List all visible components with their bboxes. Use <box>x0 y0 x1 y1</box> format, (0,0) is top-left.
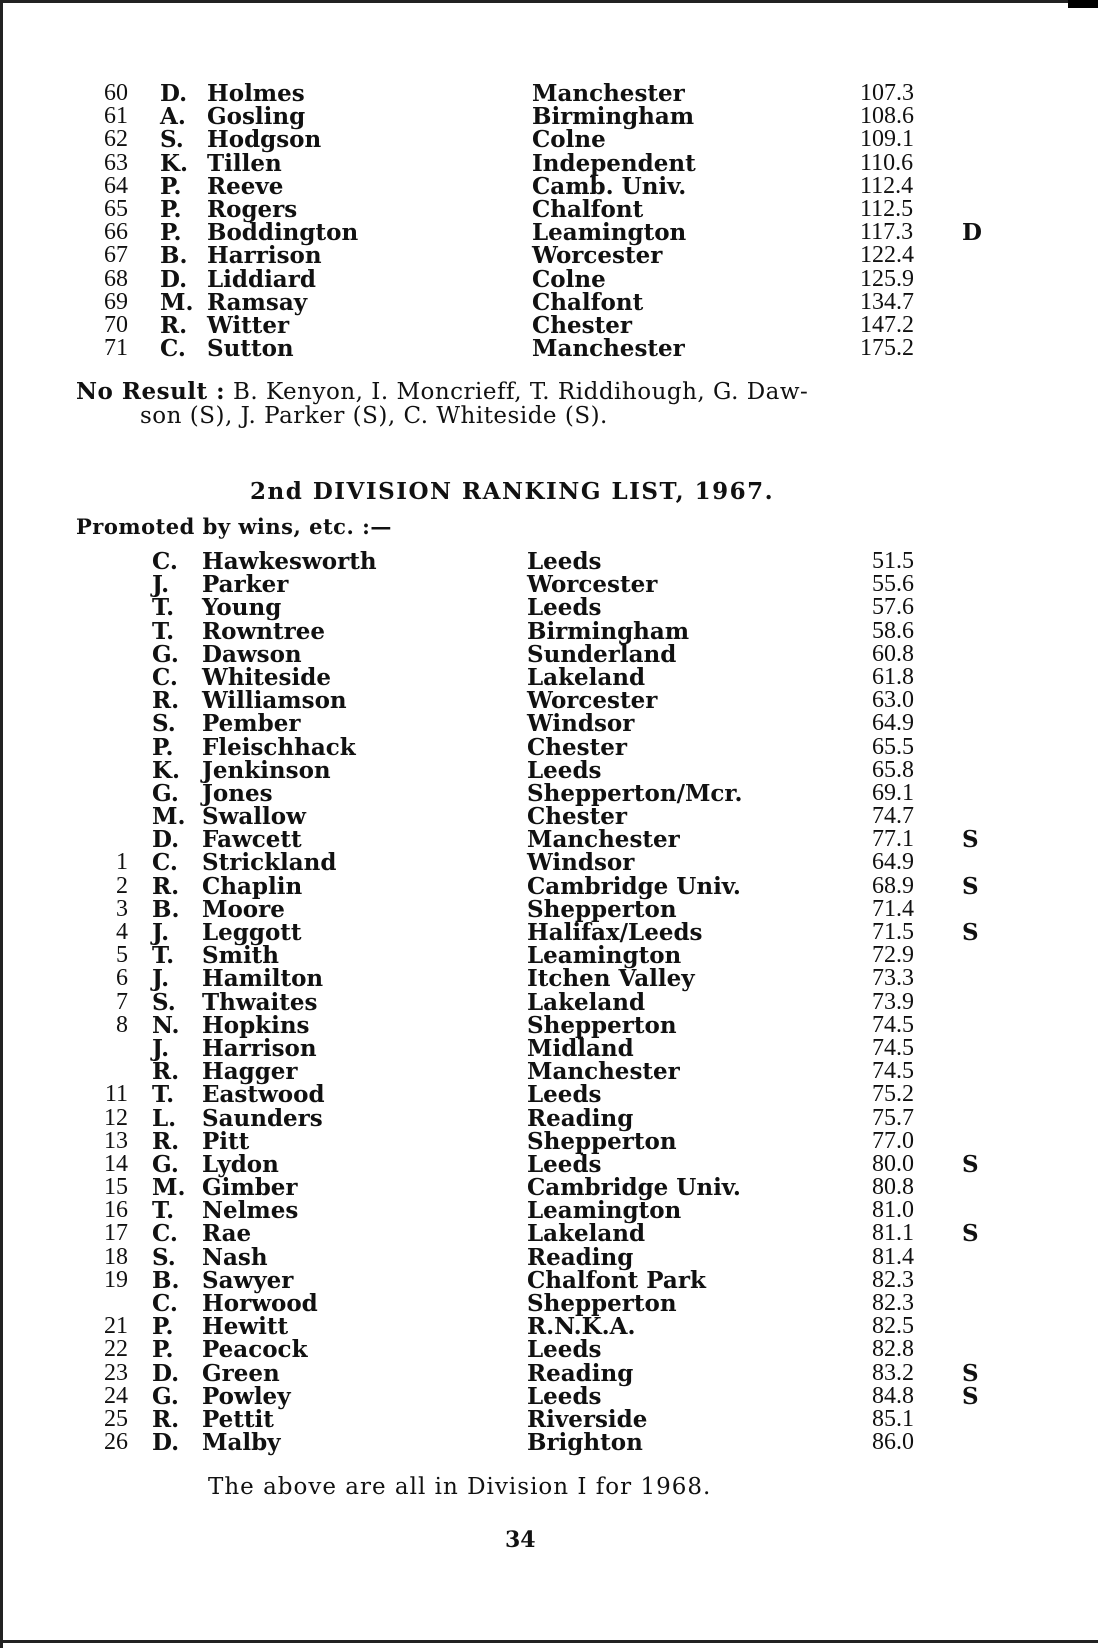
surname: Thwaites <box>202 988 318 1016</box>
score: 61.8 <box>872 663 914 690</box>
surname: Moore <box>202 895 285 923</box>
rank-number: 71 <box>104 335 128 362</box>
initial: C. <box>152 849 178 877</box>
surname: Pember <box>202 710 301 738</box>
rank-number: 5 <box>116 942 128 969</box>
rank-number: 63 <box>104 149 128 176</box>
surname: Sutton <box>207 335 294 363</box>
initial: T. <box>152 1081 175 1109</box>
club: Worcester <box>527 687 658 715</box>
club: Chalfont <box>532 288 644 316</box>
initial: D. <box>152 1429 180 1457</box>
surname: Powley <box>202 1382 291 1410</box>
no-result-note <box>76 380 996 428</box>
footer-note: The above are all in Division I for 1968. <box>208 1474 712 1500</box>
score: 71.5 <box>872 919 914 945</box>
rank-number: 2 <box>116 872 128 899</box>
rank-number: 17 <box>104 1220 128 1247</box>
initial: S. <box>152 1243 176 1271</box>
score: 107.3 <box>860 80 914 106</box>
initial: R. <box>152 687 180 715</box>
score: 122.4 <box>860 242 914 269</box>
score: 82.3 <box>872 1290 914 1316</box>
club: Reading <box>527 1243 634 1271</box>
rank-number: 8 <box>116 1011 128 1038</box>
club: Chester <box>527 733 627 761</box>
surname: Jones <box>202 779 273 807</box>
initial: K. <box>152 756 180 784</box>
initial: A. <box>160 103 186 131</box>
surname: Rowntree <box>202 617 325 645</box>
club: Shepperton/Mcr. <box>527 779 743 807</box>
surname: Green <box>202 1359 280 1387</box>
club: Manchester <box>527 826 680 854</box>
surname: Rae <box>202 1220 252 1248</box>
initial: D. <box>152 826 180 854</box>
initial: G. <box>152 1150 179 1178</box>
rank-number: 13 <box>104 1127 128 1154</box>
mark: S <box>962 919 979 946</box>
rank-number: 70 <box>104 311 128 338</box>
initial: D. <box>152 1359 180 1387</box>
initial: R. <box>152 1405 180 1433</box>
club: Leamington <box>532 219 687 247</box>
score: 74.5 <box>872 1034 914 1061</box>
rank-number: 1 <box>116 849 128 876</box>
initial: G. <box>152 1382 179 1410</box>
surname: Hawkesworth <box>202 548 377 575</box>
score: 64.9 <box>872 710 914 737</box>
initial: L. <box>152 1104 177 1132</box>
rank-number: 67 <box>104 242 128 269</box>
surname: Malby <box>202 1429 281 1457</box>
score: 73.3 <box>872 965 914 992</box>
surname: Nash <box>202 1243 268 1271</box>
rank-number: 18 <box>104 1243 128 1270</box>
score: 57.6 <box>872 594 914 621</box>
club: Leeds <box>527 548 602 575</box>
initial: R. <box>152 1058 180 1086</box>
surname: Gosling <box>207 103 306 131</box>
surname: Whiteside <box>202 663 331 691</box>
surname: Hamilton <box>202 965 324 993</box>
initial: C. <box>152 1220 178 1248</box>
club: Leamington <box>527 942 682 970</box>
no-result-label: No Result : <box>76 378 226 405</box>
score: 109.1 <box>860 126 914 153</box>
score: 80.8 <box>872 1174 914 1201</box>
initial: M. <box>152 803 186 831</box>
rank-number: 69 <box>104 288 128 315</box>
score: 51.5 <box>872 548 914 574</box>
score: 175.2 <box>860 335 914 362</box>
club: R.N.K.A. <box>527 1313 636 1341</box>
mark: S <box>962 872 979 900</box>
surname: Peacock <box>202 1336 308 1364</box>
surname: Williamson <box>202 687 347 715</box>
score: 77.1 <box>872 826 914 853</box>
page-corner-mark <box>1068 0 1098 8</box>
surname: Ramsay <box>207 288 308 316</box>
club: Reading <box>527 1359 634 1387</box>
rank-number: 3 <box>116 895 128 922</box>
rank-number: 23 <box>104 1359 128 1386</box>
rank-number: 7 <box>116 988 128 1015</box>
surname: Boddington <box>207 219 359 247</box>
score: 125.9 <box>860 265 914 292</box>
initial: P. <box>152 1313 174 1341</box>
score: 65.8 <box>872 756 914 783</box>
score: 75.2 <box>872 1081 914 1108</box>
club: Leeds <box>527 1336 602 1364</box>
club: Leeds <box>527 1081 602 1109</box>
rank-number: 24 <box>104 1382 128 1409</box>
initial: J. <box>152 571 170 599</box>
rank-number: 62 <box>104 126 128 153</box>
score: 117.3 <box>860 219 914 246</box>
club: Windsor <box>527 710 635 738</box>
club: Manchester <box>532 335 685 363</box>
rank-number: 60 <box>104 80 128 106</box>
initial: P. <box>160 172 182 200</box>
surname: Hewitt <box>202 1313 289 1341</box>
surname: Rogers <box>207 195 298 223</box>
club: Camb. Univ. <box>532 172 687 200</box>
initial: T. <box>152 594 175 622</box>
rank-number: 21 <box>104 1313 128 1340</box>
club: Leamington <box>527 1197 682 1225</box>
initial: T. <box>152 1197 175 1225</box>
club: Windsor <box>527 849 635 877</box>
rank-number: 26 <box>104 1429 128 1456</box>
score: 86.0 <box>872 1429 914 1456</box>
initial: M. <box>160 288 194 316</box>
club: Shepperton <box>527 1290 677 1317</box>
score: 82.3 <box>872 1266 914 1293</box>
club: Birmingham <box>527 617 690 645</box>
mark: S <box>962 1382 979 1410</box>
rank-number: 15 <box>104 1174 128 1201</box>
no-result-names-2: son (S), J. Parker (S), C. Whiteside (S). <box>140 403 608 429</box>
club: Lakeland <box>527 988 646 1016</box>
surname: Fleischhack <box>202 733 356 761</box>
surname: Eastwood <box>202 1081 325 1109</box>
rank-number: 14 <box>104 1150 128 1177</box>
club: Itchen Valley <box>527 965 695 993</box>
surname: Young <box>202 594 282 622</box>
initial: B. <box>152 1266 180 1294</box>
score: 68.9 <box>872 872 914 899</box>
rank-number: 11 <box>104 1081 128 1108</box>
rank-number: 22 <box>104 1336 128 1363</box>
club: Lakeland <box>527 663 646 691</box>
surname: Hodgson <box>207 126 322 154</box>
score: 55.6 <box>872 571 914 598</box>
initial: D. <box>160 80 188 107</box>
score: 84.8 <box>872 1382 914 1409</box>
initial: P. <box>160 219 182 247</box>
score: 81.0 <box>872 1197 914 1224</box>
initial: P. <box>152 1336 174 1364</box>
surname: Reeve <box>207 172 284 200</box>
club: Riverside <box>527 1405 648 1433</box>
rank-number: 66 <box>104 219 128 246</box>
club: Sunderland <box>527 640 677 668</box>
score: 74.5 <box>872 1058 914 1085</box>
surname: Fawcett <box>202 826 302 854</box>
club: Manchester <box>527 1058 680 1086</box>
initial: R. <box>152 1127 180 1155</box>
surname: Nelmes <box>202 1197 299 1225</box>
club: Colne <box>532 265 606 293</box>
club: Lakeland <box>527 1220 646 1248</box>
surname: Smith <box>202 942 280 970</box>
surname: Holmes <box>207 80 305 107</box>
score: 134.7 <box>860 288 914 315</box>
club: Chester <box>527 803 627 831</box>
initial: T. <box>152 617 175 645</box>
rank-number: 64 <box>104 172 128 199</box>
score: 74.5 <box>872 1011 914 1038</box>
club: Shepperton <box>527 1011 677 1039</box>
promoted-label: Promoted by wins, etc. :— <box>76 514 392 539</box>
score: 58.6 <box>872 617 914 644</box>
score: 83.2 <box>872 1359 914 1386</box>
initial: C. <box>152 548 178 575</box>
score: 80.0 <box>872 1150 914 1177</box>
rank-number: 16 <box>104 1197 128 1224</box>
surname: Harrison <box>207 242 322 270</box>
score: 74.7 <box>872 803 914 830</box>
score: 77.0 <box>872 1127 914 1154</box>
section-heading: 2nd DIVISION RANKING LIST, 1967. <box>250 478 775 505</box>
surname: Jenkinson <box>202 756 331 784</box>
initial: P. <box>152 733 174 761</box>
mark: D <box>962 219 982 247</box>
score: 65.5 <box>872 733 914 760</box>
initial: C. <box>152 1290 178 1317</box>
surname: Hopkins <box>202 1011 310 1039</box>
club: Worcester <box>532 242 663 270</box>
club: Leeds <box>527 594 602 622</box>
initial: J. <box>152 919 170 946</box>
rank-number: 12 <box>104 1104 128 1131</box>
initial: S. <box>152 988 176 1016</box>
score: 71.4 <box>872 895 914 922</box>
rank-number: 65 <box>104 195 128 222</box>
club: Halifax/Leeds <box>527 919 703 946</box>
surname: Leggott <box>202 919 302 946</box>
score: 85.1 <box>872 1405 914 1432</box>
initial: R. <box>152 872 180 900</box>
initial: T. <box>152 942 175 970</box>
initial: G. <box>152 640 179 668</box>
surname: Hagger <box>202 1058 298 1086</box>
surname: Witter <box>207 311 290 339</box>
score: 81.4 <box>872 1243 914 1270</box>
page-number: 34 <box>505 1527 536 1553</box>
score: 63.0 <box>872 687 914 714</box>
surname: Horwood <box>202 1290 318 1317</box>
surname: Pettit <box>202 1405 274 1433</box>
club: Chalfont <box>532 195 644 223</box>
score: 82.8 <box>872 1336 914 1363</box>
initial: N. <box>152 1011 180 1039</box>
surname: Swallow <box>202 803 306 831</box>
club: Manchester <box>532 80 685 107</box>
initial: C. <box>160 335 186 363</box>
club: Midland <box>527 1034 634 1062</box>
surname: Pitt <box>202 1127 250 1155</box>
mark: S <box>962 1220 979 1248</box>
initial: K. <box>160 149 188 177</box>
initial: D. <box>160 265 188 293</box>
club: Cambridge Univ. <box>527 872 741 900</box>
initial: G. <box>152 779 179 807</box>
score: 69.1 <box>872 779 914 806</box>
initial: R. <box>160 311 188 339</box>
initial: B. <box>160 242 188 270</box>
rank-number: 68 <box>104 265 128 292</box>
no-result-names-1: B. Kenyon, I. Moncrieff, T. Riddihough, G. Daw- <box>232 379 809 405</box>
initial: M. <box>152 1174 186 1202</box>
club: Shepperton <box>527 895 677 923</box>
surname: Tillen <box>207 149 282 177</box>
rank-number: 61 <box>104 103 128 130</box>
club: Chester <box>532 311 632 339</box>
initial: P. <box>160 195 182 223</box>
initial: B. <box>152 895 180 923</box>
page-edge-left <box>0 0 3 1648</box>
surname: Strickland <box>202 849 337 877</box>
rank-number: 4 <box>116 919 128 945</box>
club: Independent <box>532 149 696 177</box>
mark: S <box>962 1150 979 1178</box>
mark: S <box>962 1359 979 1387</box>
page-edge-top <box>0 0 1098 3</box>
club: Leeds <box>527 1382 602 1410</box>
initial: C. <box>152 663 178 691</box>
initial: S. <box>152 710 176 738</box>
score: 81.1 <box>872 1220 914 1247</box>
club: Colne <box>532 126 606 154</box>
score: 82.5 <box>872 1313 914 1340</box>
mark: S <box>962 826 979 854</box>
surname: Sawyer <box>202 1266 294 1294</box>
score: 75.7 <box>872 1104 914 1131</box>
surname: Chaplin <box>202 872 303 900</box>
initial: S. <box>160 126 184 154</box>
surname: Harrison <box>202 1034 317 1062</box>
surname: Dawson <box>202 640 302 668</box>
rank-number: 19 <box>104 1266 128 1293</box>
score: 64.9 <box>872 849 914 876</box>
page-edge-bottom <box>0 1640 1098 1643</box>
surname: Liddiard <box>207 265 316 293</box>
club: Cambridge Univ. <box>527 1174 741 1202</box>
club: Brighton <box>527 1429 643 1457</box>
score: 60.8 <box>872 640 914 667</box>
no-result-line-1 <box>76 380 996 404</box>
club: Worcester <box>527 571 658 599</box>
club: Leeds <box>527 756 602 784</box>
initial: J. <box>152 1034 170 1062</box>
surname: Saunders <box>202 1104 323 1132</box>
surname: Lydon <box>202 1150 279 1178</box>
score: 112.5 <box>860 195 914 222</box>
initial: J. <box>152 965 170 993</box>
club: Reading <box>527 1104 634 1132</box>
score: 72.9 <box>872 942 914 969</box>
score: 108.6 <box>860 103 914 130</box>
score: 112.4 <box>860 172 914 199</box>
rank-number: 6 <box>116 965 128 992</box>
club: Chalfont Park <box>527 1266 706 1294</box>
rank-number: 25 <box>104 1405 128 1432</box>
surname: Gimber <box>202 1174 298 1202</box>
club: Birmingham <box>532 103 695 131</box>
surname: Parker <box>202 571 289 599</box>
score: 73.9 <box>872 988 914 1015</box>
score: 110.6 <box>860 149 914 176</box>
score: 147.2 <box>860 311 914 338</box>
club: Shepperton <box>527 1127 677 1155</box>
club: Leeds <box>527 1150 602 1178</box>
